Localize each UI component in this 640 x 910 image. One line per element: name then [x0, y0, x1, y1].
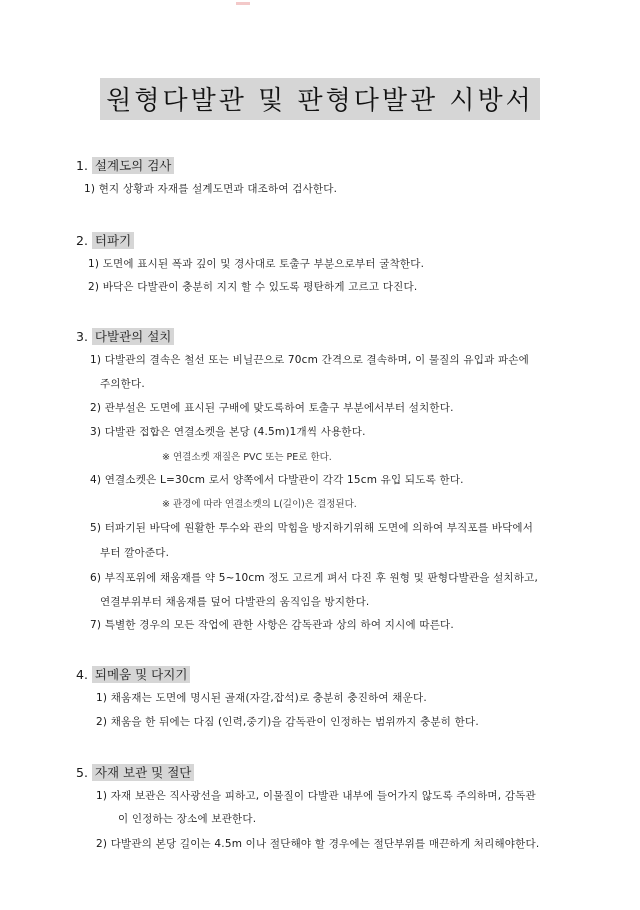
section-3-line-5: 4) 연결소켓은 L=30cm 로서 양쪽에서 다발관이 각각 15cm 유입 되도록 한다.	[90, 474, 464, 486]
section-title: 다발관의 설치	[92, 328, 174, 345]
section-5-line-1: 1) 자재 보관은 직사광선을 피하고, 이물질이 다발관 내부에 들어가지 않도록 주의하며, 감독관	[96, 790, 536, 802]
section-3-note-1: ※ 연결소켓 재질은 PVC 또는 PE로 한다.	[162, 452, 332, 463]
section-3-line-8: 6) 부직포위에 채움재를 약 5~10cm 정도 고르게 펴서 다진 후 원형 및 판형다발관을 설치하고,	[90, 572, 539, 584]
section-4-line-2: 2) 채움을 한 뒤에는 다짐 (인력,중기)을 감독관이 인정하는 범위까지 충분히 한다.	[96, 716, 479, 728]
section-title: 설계도의 검사	[92, 157, 174, 174]
section-number: 2.	[76, 233, 88, 248]
section-3-line-9: 연결부위부터 채움재를 덮어 다발관의 움직임을 방지한다.	[100, 596, 370, 608]
section-4-heading	[76, 665, 190, 683]
section-3-heading	[76, 327, 174, 345]
section-3-line-6: 5) 터파기된 바닥에 원활한 투수와 관의 막힘을 방지하기위해 도면에 의하여 부직포를 바닥에서	[90, 522, 534, 534]
document-title: 원형다발관 및 판형다발관 시방서	[100, 78, 539, 120]
section-3-line-4: 3) 다발관 접합은 연결소켓을 본당 (4.5m)1개씩 사용한다.	[90, 426, 366, 438]
section-5-line-3: 2) 다발관의 본당 길이는 4.5m 이나 절단해야 할 경우에는 절단부위를 매끈하게 처리해야한다.	[96, 838, 540, 850]
title-wrap	[0, 78, 640, 120]
section-number: 1.	[76, 158, 88, 173]
section-2-heading	[76, 231, 134, 249]
section-title: 되메움 및 다지기	[92, 666, 190, 683]
section-3-line-7: 부터 깔아준다.	[100, 547, 170, 559]
section-3-line-3: 2) 관부설은 도면에 표시된 구배에 맞도록하여 토출구 부분에서부터 설치한다.	[90, 402, 454, 414]
section-4-line-1: 1) 채움재는 도면에 명시된 골재(자갈,잡석)로 충분히 충진하여 채운다.	[96, 692, 427, 704]
section-5-line-2: 이 인정하는 장소에 보관한다.	[118, 813, 257, 825]
section-number: 4.	[76, 667, 88, 682]
section-number: 3.	[76, 329, 88, 344]
section-3-line-2: 주의한다.	[100, 378, 145, 390]
section-3-note-2: ※ 관경에 따라 연결소켓의 L(길이)은 결정된다.	[162, 499, 357, 510]
section-1-line-1: 1) 현지 상황과 자재를 설계도면과 대조하여 검사한다.	[84, 183, 338, 195]
section-2-line-2: 2) 바닥은 다발관이 충분히 지지 할 수 있도록 평탄하게 고르고 다진다.	[88, 281, 418, 293]
section-3-line-1: 1) 다발관의 결속은 철선 또는 비닐끈으로 70cm 간격으로 결속하며, 이 물질의 유입과 파손에	[90, 354, 529, 366]
section-number: 5.	[76, 765, 88, 780]
section-1-heading	[76, 156, 174, 174]
section-2-line-1: 1) 도면에 표시된 폭과 깊이 및 경사대로 토출구 부분으로부터 굴착한다.	[88, 258, 425, 270]
section-5-heading	[76, 763, 194, 781]
section-title: 터파기	[92, 232, 134, 249]
section-title: 자재 보관 및 절단	[92, 764, 194, 781]
scan-mark	[236, 2, 250, 5]
section-3-line-10: 7) 특별한 경우의 모든 작업에 관한 사항은 감독관과 상의 하여 지시에 따른다.	[90, 619, 454, 631]
